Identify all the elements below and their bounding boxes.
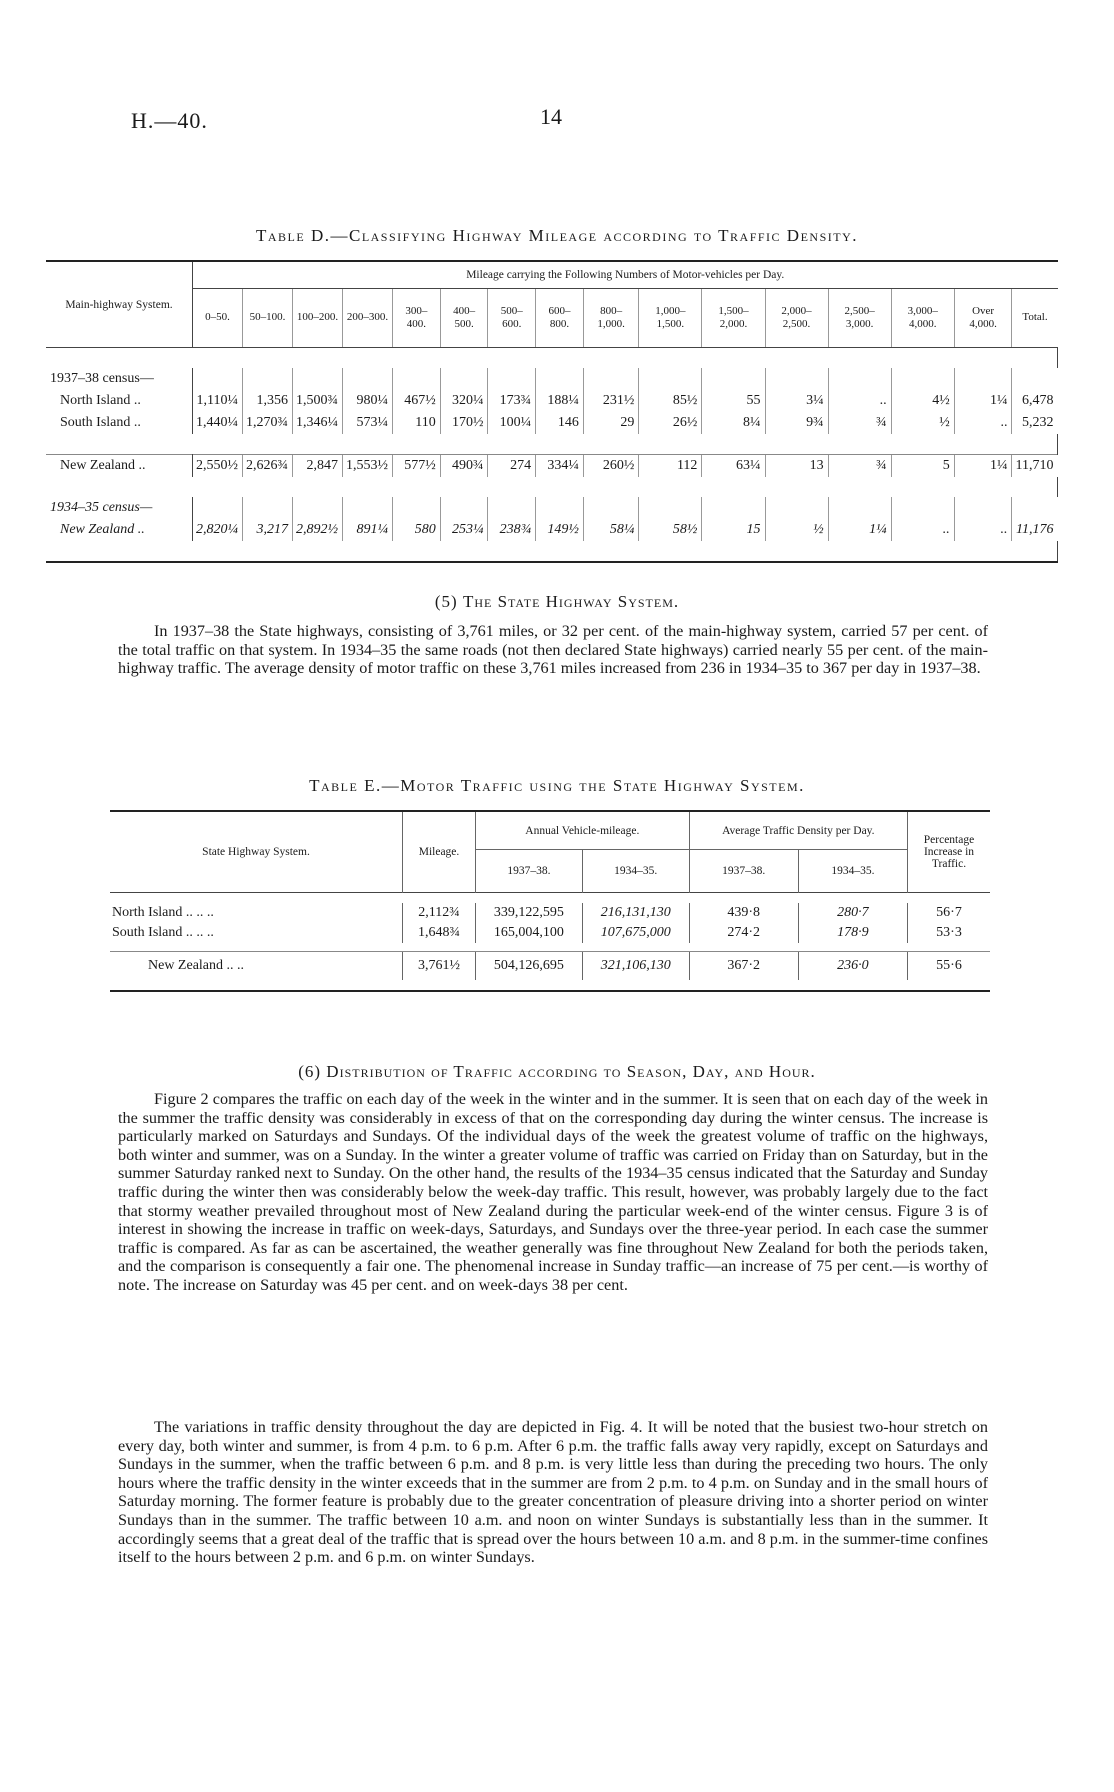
table-e-annual-header: Annual Vehicle-mileage. bbox=[476, 811, 690, 850]
table-d-cell: 26½ bbox=[639, 412, 702, 434]
table-d-column-header: 3,000–4,000. bbox=[891, 289, 954, 348]
table-d-cell: 6,478 bbox=[1012, 390, 1058, 412]
table-d-cell: 3,217 bbox=[243, 519, 293, 541]
table-d-cell: 8¼ bbox=[702, 412, 765, 434]
table-e-annual-1937: 504,126,695 bbox=[476, 952, 583, 981]
section-5-title: The State Highway System. bbox=[462, 592, 680, 611]
table-d-cell: 85½ bbox=[639, 390, 702, 412]
table-e-density-1934: 236·0 bbox=[798, 952, 907, 981]
table-d-cell: 13 bbox=[765, 455, 828, 478]
section-5-number: (5) bbox=[434, 592, 458, 611]
table-d-cell: .. bbox=[954, 412, 1012, 434]
section-6-heading bbox=[0, 1062, 1114, 1082]
table-d-column-header: Total. bbox=[1012, 289, 1058, 348]
table-d-cell: .. bbox=[828, 390, 891, 412]
table-d-column-header: 400–500. bbox=[440, 289, 488, 348]
table-d-row-label: New Zealand .. bbox=[46, 519, 193, 541]
table-d-cell: 110 bbox=[393, 412, 441, 434]
table-e-percentage: 56·7 bbox=[908, 903, 991, 923]
table-d-cell: 238¾ bbox=[488, 519, 536, 541]
table-d-column-header: 2,500–3,000. bbox=[828, 289, 891, 348]
table-d-cell: 63¼ bbox=[702, 455, 765, 478]
table-e-annual-1937: 339,122,595 bbox=[476, 903, 583, 923]
table-d-cell: 146 bbox=[536, 412, 584, 434]
table-e-density-1934-header: 1934–35. bbox=[798, 850, 907, 893]
table-d-row bbox=[46, 519, 1058, 541]
table-e-density-header: Average Traffic Density per Day. bbox=[689, 811, 907, 850]
table-d-column-header: 800–1,000. bbox=[583, 289, 638, 348]
table-e-mileage-header: Mileage. bbox=[403, 811, 476, 893]
table-e-density-1937: 439·8 bbox=[689, 903, 798, 923]
table-e-percentage: 53·3 bbox=[908, 923, 991, 943]
table-e-density-1937-header: 1937–38. bbox=[689, 850, 798, 893]
table-d-column-header: Over 4,000. bbox=[954, 289, 1012, 348]
table-d-cell: 260½ bbox=[583, 455, 638, 478]
table-e bbox=[110, 810, 990, 992]
table-e-row-label: New Zealand .. .. bbox=[110, 952, 403, 981]
table-e-row-north-island bbox=[110, 903, 990, 923]
table-e-density-1934: 178·9 bbox=[798, 923, 907, 943]
table-d-cell: 231½ bbox=[583, 390, 638, 412]
table-d-cell: 490¾ bbox=[440, 455, 488, 478]
table-d-cell: 580 bbox=[393, 519, 441, 541]
table-d-cell: 1,270¾ bbox=[243, 412, 293, 434]
table-e-row-new-zealand bbox=[110, 952, 990, 981]
table-d-column-header: 1,000–1,500. bbox=[639, 289, 702, 348]
table-d-cell: ¾ bbox=[828, 412, 891, 434]
table-e-row-label: North Island .. .. .. bbox=[112, 905, 214, 920]
table-d-row bbox=[46, 412, 1058, 434]
table-d-cell: 55 bbox=[702, 390, 765, 412]
section-6-paragraph-2: The variations in traffic density throughout the day are depicted in Fig. 4. It will be noted that the busiest two-hour stretch on every day, both winter and summer, is from 4 p.m. to 6 p.m. After 6 p.m. the traffic falls away very rapidly, except on Saturdays and Sundays in the summer, when the traffic between 6 p.m. and 8 p.m. is very little less than during the preceding two hours. The only hours where the traffic density in the winter exceeds that in the summer are from 2 p.m. to 4 p.m. on Sunday and in the small hours of Saturday morning. The former feature is probably due to the greater concentration of pleasure driving into a shorter period on winter Sundays than in the summer. The traffic between 10 a.m. and noon on winter Sundays is substantially less than in the summer. It accordingly seems that a great deal of the traffic that is spread over the hours between 10 a.m. and 8 p.m. in the summer-time confines itself to the hours between 2 p.m. and 6 p.m. on winter Sundays. bbox=[118, 1418, 988, 1567]
table-d-cell: 274 bbox=[488, 455, 536, 478]
section-6-title: Distribution of Traffic according to Season, Day, and Hour. bbox=[326, 1062, 816, 1081]
table-d-row bbox=[46, 455, 1058, 478]
table-d-cell: ½ bbox=[765, 519, 828, 541]
table-e-percentage-header: Percentage Increase in Traffic. bbox=[908, 811, 991, 893]
table-d-group-header: Mileage carrying the Following Numbers of Motor-vehicles per Day. bbox=[193, 261, 1058, 289]
table-e-annual-1937: 165,004,100 bbox=[476, 923, 583, 943]
table-d-cell: 467½ bbox=[393, 390, 441, 412]
table-d-cell: 1¼ bbox=[954, 455, 1012, 478]
table-d-cell: 3¼ bbox=[765, 390, 828, 412]
table-e-annual-1937-header: 1937–38. bbox=[476, 850, 583, 893]
table-d-cell: 577½ bbox=[393, 455, 441, 478]
table-d-cell: 173¾ bbox=[488, 390, 536, 412]
table-e-caption: Table E.—Motor Traffic using the State Highway System. bbox=[309, 776, 805, 795]
section-5-heading bbox=[0, 592, 1114, 612]
table-d-cell: 980¼ bbox=[343, 390, 393, 412]
table-d-cell: 29 bbox=[583, 412, 638, 434]
table-d-cell: 58¼ bbox=[583, 519, 638, 541]
table-d-cell: .. bbox=[954, 519, 1012, 541]
table-d-cell: 100¼ bbox=[488, 412, 536, 434]
table-d-column-header: 500–600. bbox=[488, 289, 536, 348]
table-d-cell: 1,440¼ bbox=[193, 412, 243, 434]
section-5-paragraph: In 1937–38 the State highways, consisting of 3,761 miles, or 32 per cent. of the main-highway system, carried 57 per cent. of the total traffic on that system. In 1934–35 the same roads (not then declared State highways) carried nearly 55 per cent. of the main-highway traffic. The average density of motor traffic on these 3,761 miles increased from 236 in 1934–35 to 367 per day in 1937–38. bbox=[118, 622, 988, 678]
table-e-density-1934: 280·7 bbox=[798, 903, 907, 923]
table-d-column-header: 100–200. bbox=[293, 289, 343, 348]
table-d-cell: 334¼ bbox=[536, 455, 584, 478]
table-d-row-label: North Island .. bbox=[46, 390, 193, 412]
table-d-cell: 1¼ bbox=[954, 390, 1012, 412]
table-e-mileage: 3,761½ bbox=[403, 952, 476, 981]
table-d-cell: 1¼ bbox=[828, 519, 891, 541]
table-d-cell: 891¼ bbox=[343, 519, 393, 541]
table-e-annual-1934: 321,106,130 bbox=[582, 952, 689, 981]
table-e-row-south-island bbox=[110, 923, 990, 943]
table-e-row-label: South Island .. .. .. bbox=[112, 925, 214, 940]
table-e-annual-1934-header: 1934–35. bbox=[582, 850, 689, 893]
table-d-group-label: 1934–35 census— bbox=[46, 497, 193, 519]
table-d-cell: 1,553½ bbox=[343, 455, 393, 478]
document-reference: H.—40. bbox=[131, 108, 208, 133]
table-d-cell: 573¼ bbox=[343, 412, 393, 434]
table-d-group-label: 1937–38 census— bbox=[46, 368, 193, 390]
table-d-cell: ¾ bbox=[828, 455, 891, 478]
table-d-cell: 11,176 bbox=[1012, 519, 1058, 541]
table-e-system-header: State Highway System. bbox=[202, 846, 310, 858]
table-e-percentage: 55·6 bbox=[908, 952, 991, 981]
table-d-cell: .. bbox=[891, 519, 954, 541]
table-d-cell: 9¾ bbox=[765, 412, 828, 434]
table-e-annual-1934: 216,131,130 bbox=[582, 903, 689, 923]
table-e-mileage: 2,112¾ bbox=[403, 903, 476, 923]
section-6-number: (6) bbox=[298, 1062, 322, 1081]
table-d-cell: 58½ bbox=[639, 519, 702, 541]
table-d-column-header: 200–300. bbox=[343, 289, 393, 348]
table-d-cell: 2,847 bbox=[293, 455, 343, 478]
table-d-row-label: New Zealand .. bbox=[46, 455, 193, 478]
table-d-cell: 5 bbox=[891, 455, 954, 478]
table-e-mileage: 1,648¾ bbox=[403, 923, 476, 943]
section-6-paragraph-1: Figure 2 compares the traffic on each day of the week in the winter and in the summer. It is seen that on each day of the week in the summer the traffic density was considerably in excess of that on the corresponding day during the winter census. The increase is particularly marked on Saturdays and Sundays. Of the individual days of the week the greatest volume of traffic on the highways, both winter and summer, was on a Sunday. In the winter a greater volume of traffic was carried on Friday than on Saturday, but in the summer Saturday ranked next to Sunday. On the other hand, the results of the 1934–35 census indicated that the Saturday and Sunday traffic during the winter then was considerably below the week-day traffic. This result, however, was probably largely due to the fact that stormy weather prevailed throughout most of New Zealand during the particular week-end of the winter census. Figure 3 is of interest in showing the increase in traffic on week-days, Saturdays, and Sundays over the three-year period. In each case the summer traffic is compared. As far as can be ascertained, the weather generally was fine throughout New Zealand for both the periods taken, and the comparison is consequently a fair one. The phenomenal increase in Sunday traffic—an increase of 75 per cent.—is worthy of note. The increase on Saturday was 45 per cent. and on week-days 38 per cent. bbox=[118, 1090, 988, 1294]
table-d-cell: 1,346¼ bbox=[293, 412, 343, 434]
table-d-row bbox=[46, 390, 1058, 412]
table-d-column-header: 0–50. bbox=[193, 289, 243, 348]
table-d-cell: ½ bbox=[891, 412, 954, 434]
table-d-cell: 2,820¼ bbox=[193, 519, 243, 541]
page-number: 14 bbox=[540, 104, 562, 129]
table-d-column-header: 2,000–2,500. bbox=[765, 289, 828, 348]
table-d-cell: 170½ bbox=[440, 412, 488, 434]
table-d bbox=[46, 260, 1058, 563]
table-d-column-header: 1,500–2,000. bbox=[702, 289, 765, 348]
table-d-cell: 188¼ bbox=[536, 390, 584, 412]
table-d-cell: 1,110¼ bbox=[193, 390, 243, 412]
table-d-cell: 15 bbox=[702, 519, 765, 541]
table-d-cell: 149½ bbox=[536, 519, 584, 541]
table-d-column-header: 600–800. bbox=[536, 289, 584, 348]
table-d-caption: Table D.—Classifying Highway Mileage according to Traffic Density. bbox=[255, 226, 858, 245]
table-d-cell: 5,232 bbox=[1012, 412, 1058, 434]
table-d-column-header: 300–400. bbox=[393, 289, 441, 348]
table-e-density-1937: 367·2 bbox=[689, 952, 798, 981]
table-d-cell: 2,892½ bbox=[293, 519, 343, 541]
table-e-density-1937: 274·2 bbox=[689, 923, 798, 943]
table-d-cell: 112 bbox=[639, 455, 702, 478]
table-d-column-header: 50–100. bbox=[243, 289, 293, 348]
table-d-cell: 11,710 bbox=[1012, 455, 1058, 478]
table-d-system-header: Main-highway System. bbox=[46, 261, 193, 348]
table-d-row-label: South Island .. bbox=[46, 412, 193, 434]
table-d-cell: 320¼ bbox=[440, 390, 488, 412]
table-d-cell: 2,626¾ bbox=[243, 455, 293, 478]
table-d-cell: 4½ bbox=[891, 390, 954, 412]
table-e-annual-1934: 107,675,000 bbox=[582, 923, 689, 943]
table-d-cell: 253¼ bbox=[440, 519, 488, 541]
table-d-cell: 1,356 bbox=[243, 390, 293, 412]
table-d-cell: 2,550½ bbox=[193, 455, 243, 478]
table-d-cell: 1,500¾ bbox=[293, 390, 343, 412]
